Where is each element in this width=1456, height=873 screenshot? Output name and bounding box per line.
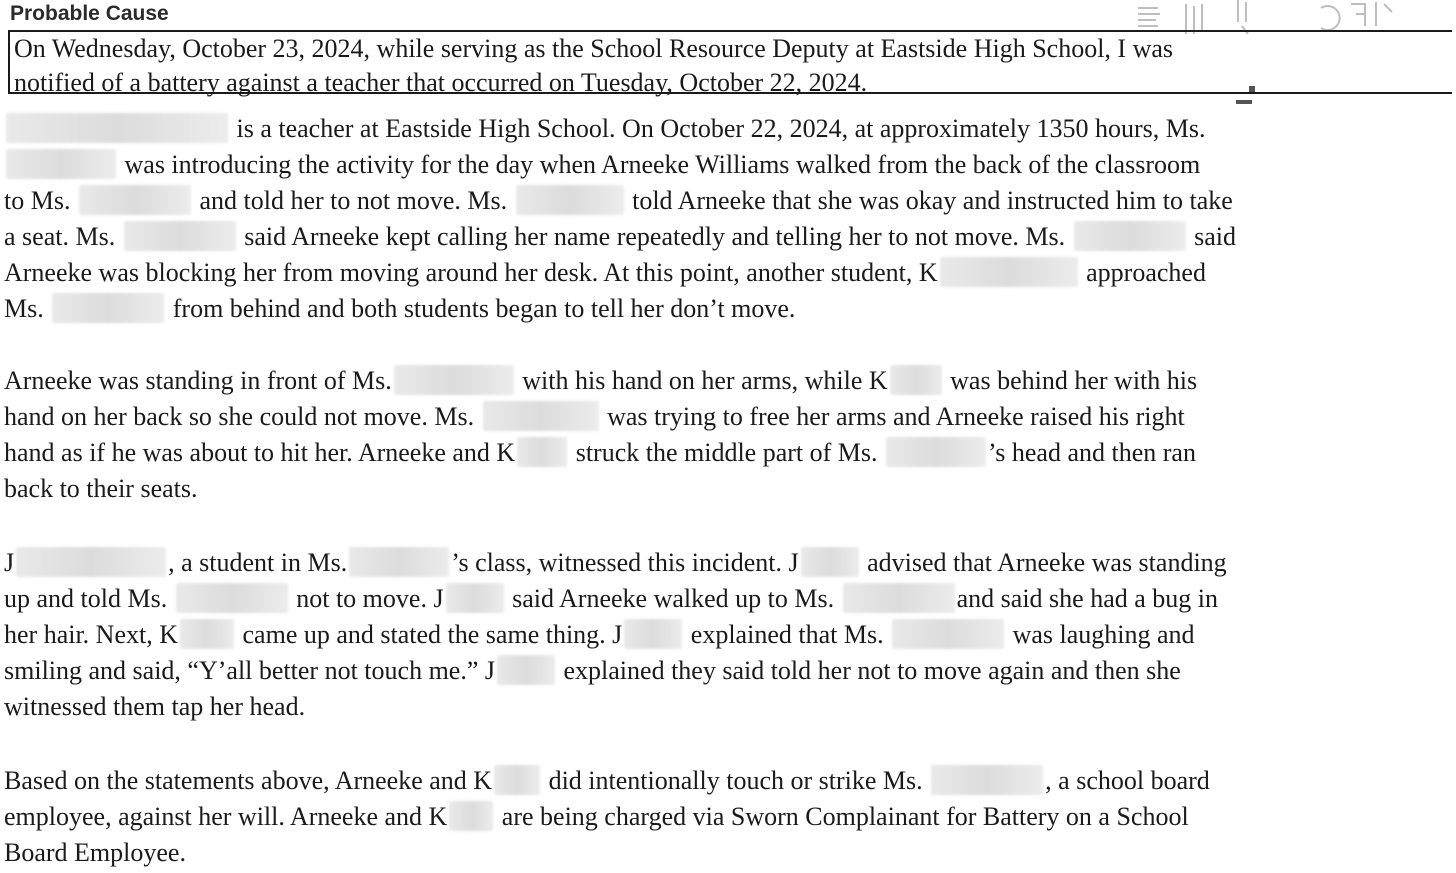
intro-line: On Wednesday, October 23, 2024, while serving as the School Resource Deputy at Eastside High School, I was: [14, 34, 1174, 63]
text-line: [4, 220, 1236, 254]
redacted-name: [890, 365, 942, 395]
text-segment: witnessed them tap her head.: [4, 692, 306, 721]
intro-statement-box: [8, 30, 1452, 97]
text-segment: explained they said told her not to move again and then she: [563, 656, 1181, 685]
redacted-name: [180, 619, 234, 649]
text-segment: was introducing the activity for the day when Arneeke Williams walked from the back of the classroom: [124, 150, 1201, 179]
text-segment: was trying to free her arms and Arneeke raised his right: [607, 402, 1185, 431]
text-segment: said Arneeke walked up to Ms.: [512, 584, 835, 613]
text-segment: and told her to not move. Ms.: [199, 186, 508, 215]
text-segment: back to their seats.: [4, 474, 198, 503]
text-line: [4, 472, 198, 506]
text-segment: hand as if he was about to hit her. Arneeke and K: [4, 438, 516, 467]
redacted-name: [624, 619, 682, 649]
text-segment: Arneeke was blocking her from moving around her desk. At this point, another student, K: [4, 258, 938, 287]
redacted-name: [6, 149, 116, 179]
text-segment: ’s class, witnessed this incident. J: [451, 548, 799, 577]
text-segment: up and told Ms.: [4, 584, 168, 613]
text-segment: a seat. Ms.: [4, 222, 116, 251]
text-line: [4, 292, 795, 326]
redacted-name: [16, 547, 166, 577]
text-segment: Ms.: [4, 294, 44, 323]
redacted-name: [517, 437, 567, 467]
text-segment: to Ms.: [4, 186, 71, 215]
text-segment: Board Employee.: [4, 838, 186, 867]
redacted-name: [1074, 221, 1186, 251]
text-line: [4, 436, 1196, 470]
text-segment: hand on her back so she could not move. Ms.: [4, 402, 475, 431]
redacted-name: [449, 801, 493, 831]
text-segment: Based on the statements above, Arneeke and K: [4, 766, 493, 795]
text-segment: explained that Ms.: [690, 620, 884, 649]
text-segment: employee, against her will. Arneeke and K: [4, 802, 448, 831]
intro-line: notified of a battery against a teacher that occurred on Tuesday, October 22, 2024.: [14, 68, 868, 97]
text-line: [4, 618, 1195, 652]
text-line: [4, 546, 1227, 580]
text-segment: said: [1194, 222, 1236, 251]
text-line: [4, 400, 1185, 434]
redacted-name: [124, 221, 236, 251]
text-segment: struck the middle part of Ms.: [575, 438, 878, 467]
text-segment: , a school board: [1045, 766, 1210, 795]
text-segment: ’s head and then ran: [988, 438, 1196, 467]
redacted-name: [176, 583, 288, 613]
text-segment: said Arneeke kept calling her name repeatedly and telling her to not move. Ms.: [244, 222, 1066, 251]
text-segment: came up and stated the same thing. J: [242, 620, 623, 649]
text-segment: , a student in Ms.: [168, 548, 348, 577]
text-segment: approached: [1086, 258, 1206, 287]
redacted-name: [886, 437, 986, 467]
text-segment: from behind and both students began to tell her don’t move.: [172, 294, 796, 323]
text-segment: not to move. J: [296, 584, 444, 613]
text-segment: was behind her with his: [950, 366, 1198, 395]
redacted-name: [494, 765, 540, 795]
redacted-name: [6, 113, 228, 143]
text-segment: smiling and said, “Y’all better not touch me.” J: [4, 656, 495, 685]
text-line: [4, 148, 1200, 182]
text-segment: Arneeke was standing in front of Ms.: [4, 366, 392, 395]
redacted-name: [843, 583, 955, 613]
text-line: [4, 800, 1189, 834]
text-segment: her hair. Next, K: [4, 620, 179, 649]
text-line: [4, 112, 1206, 146]
text-segment: J: [4, 548, 15, 577]
redacted-name: [801, 547, 859, 577]
text-line: [4, 836, 186, 870]
redacted-name: [940, 257, 1078, 287]
text-line: [4, 184, 1233, 218]
redacted-name: [79, 185, 191, 215]
text-line: [4, 764, 1210, 798]
redacted-name: [349, 547, 449, 577]
text-line: [4, 654, 1181, 688]
redacted-name: [52, 293, 164, 323]
text-line: [4, 364, 1197, 398]
text-segment: advised that Arneeke was standing: [867, 548, 1227, 577]
text-segment: are being charged via Sworn Complainant for Battery on a School: [501, 802, 1189, 831]
text-segment: with his hand on her arms, while K: [522, 366, 888, 395]
redacted-name: [497, 655, 555, 685]
redacted-name: [394, 365, 514, 395]
text-segment: did intentionally touch or strike Ms.: [548, 766, 923, 795]
text-segment: was laughing and: [1012, 620, 1195, 649]
redacted-name: [516, 185, 624, 215]
text-segment: is a teacher at Eastside High School. On October 22, 2024, at approximately 1350 hours, Ms.: [236, 114, 1206, 143]
section-title: Probable Cause: [10, 2, 169, 25]
text-line: [4, 256, 1206, 290]
redacted-name: [892, 619, 1004, 649]
redacted-name: [931, 765, 1043, 795]
text-line: [4, 582, 1218, 616]
redacted-name: [446, 583, 504, 613]
text-line: [4, 690, 305, 724]
redacted-name: [483, 401, 599, 431]
text-segment: told Arneeke that she was okay and instructed him to take: [632, 186, 1233, 215]
text-segment: and said she had a bug in: [956, 584, 1219, 613]
